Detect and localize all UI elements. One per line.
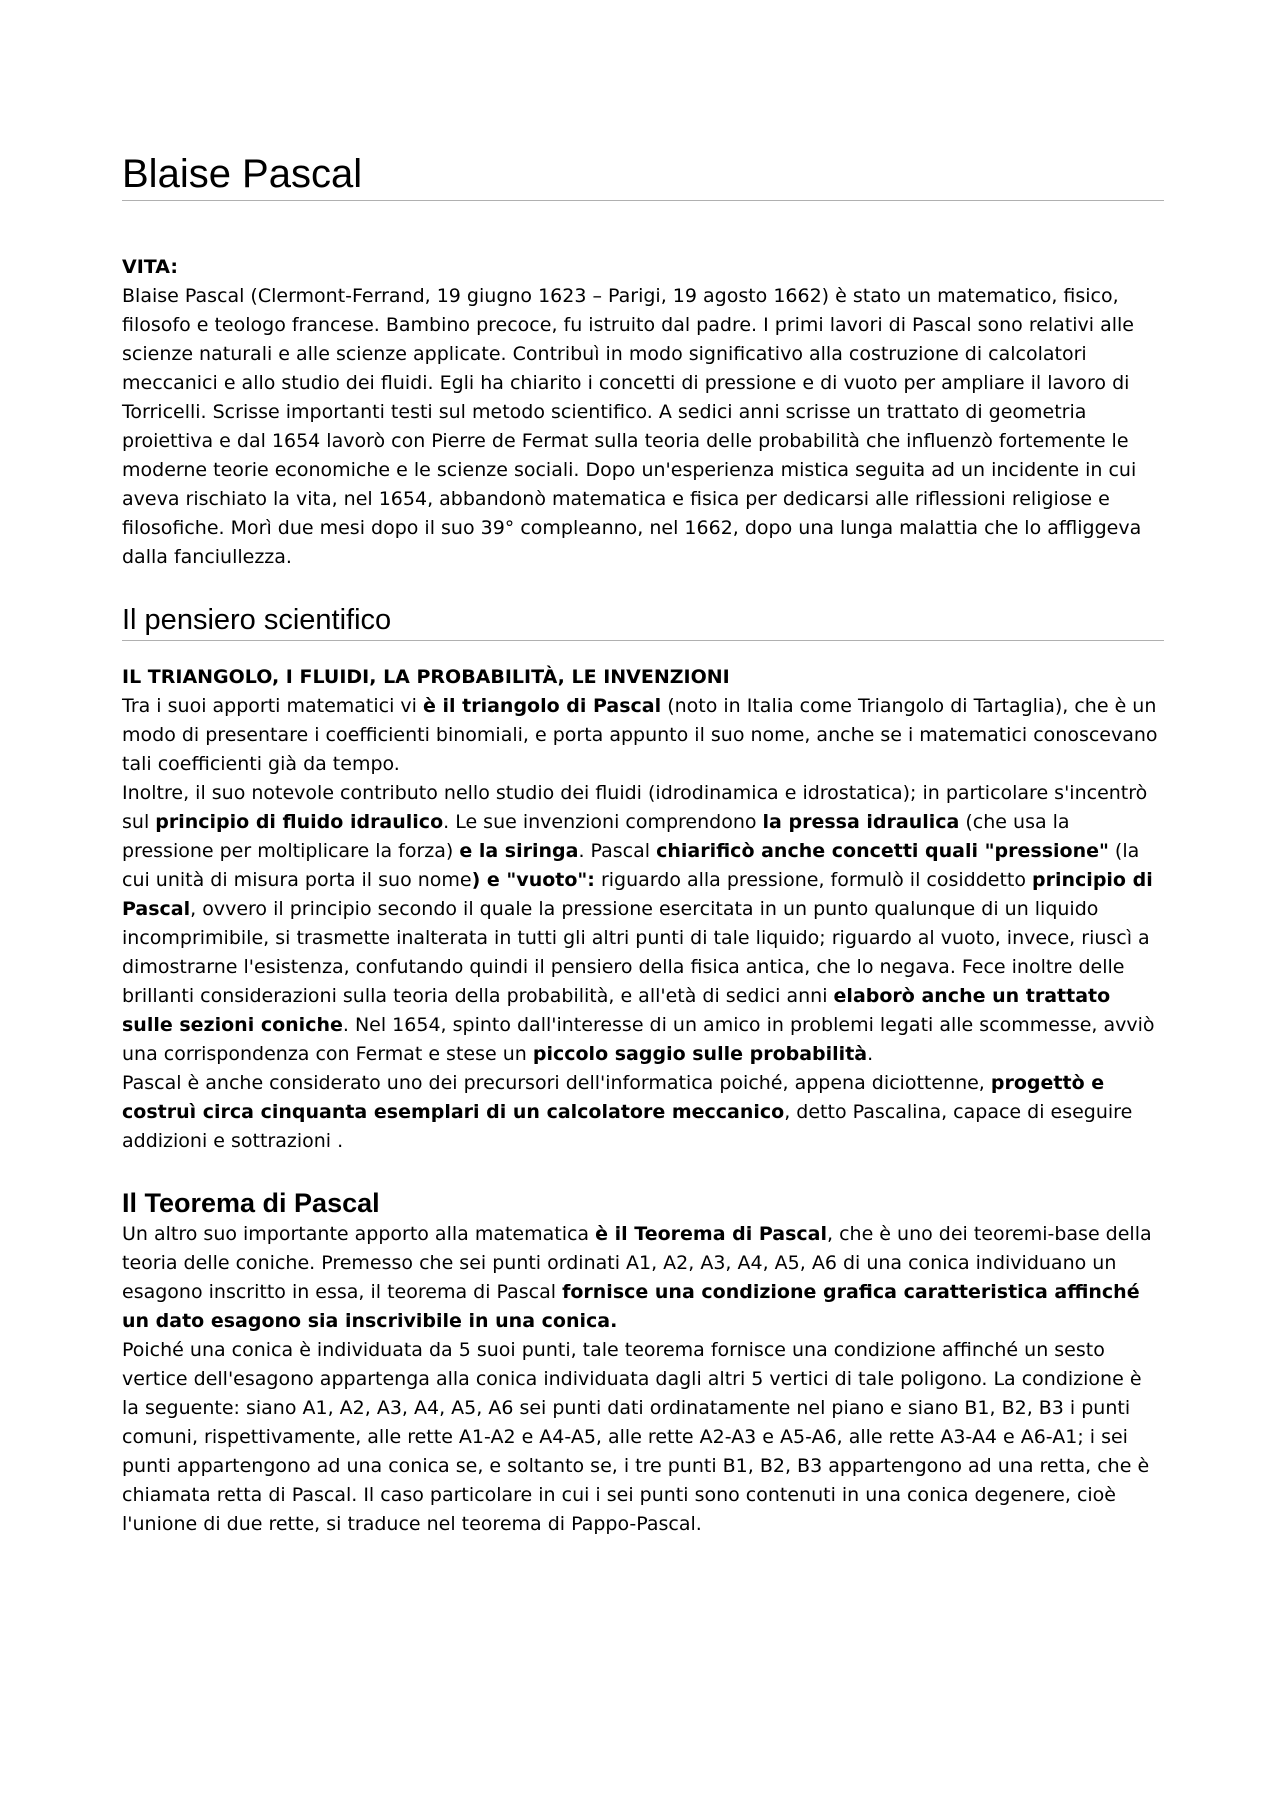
text-run: Un altro suo importante apporto alla matematica: [122, 1223, 596, 1245]
pensiero-subheading: IL TRIANGOLO, I FLUIDI, LA PROBABILITÀ, LE INVENZIONI: [122, 666, 730, 688]
bold-run: chiarificò anche concetti quali "pressione": [656, 840, 1109, 862]
pensiero-heading: Il pensiero scientifico: [122, 602, 1164, 641]
bold-run: e la siringa: [459, 840, 579, 862]
text-run: . Pascal: [578, 840, 657, 862]
pensiero-section: [122, 602, 1164, 1156]
vita-label: VITA:: [122, 256, 178, 278]
teorema-condition-paragraph: Poiché una conica è individuata da 5 suoi punti, tale teorema fornisce una condizione affinché un sesto vertice dell'esagono appartenga alla conica individuata dagli altri 5 vertici di tale poligono. La condizione è la seguente: siano A1, A2, A3, A4, A5, A6 sei punti dati ordinatamente nel piano e siano B1, B2, B3 i punti comuni, rispettivamente, alle rette A1-A2 e A4-A5, alle rette A2-A3 e A5-A6, alle rette A3-A4 e A6-A1; i sei punti appartengono ad una conica se, e soltanto se, i tre punti B1, B2, B3 appartengono ad una retta, che è chiamata retta di Pascal. Il caso particolare in cui i sei punti sono contenuti in una conica degenere, cioè l'unione di due rette, si traduce nel teorema di Pappo-Pascal.: [122, 1339, 1150, 1535]
text-run: riguardo alla pressione, formulò il cosiddetto: [594, 869, 1033, 891]
teorema-section: [122, 1186, 1164, 1539]
teorema-heading: Il Teorema di Pascal: [122, 1188, 380, 1218]
text-run: . Nel 1654, spinto dall'interesse di un amico in problemi legati alle scommesse, avviò una corrispondenza con Fermat e stese un: [122, 1014, 1155, 1065]
text-run: , detto Pascalina, capace di eseguire addizioni e sottrazioni .: [122, 1101, 1133, 1152]
text-run: (che usa la pressione per moltiplicare la forza): [122, 811, 1070, 862]
fluidi-paragraph: [122, 779, 1164, 1069]
vita-section: [122, 253, 1164, 572]
text-run: Tra i suoi apporti matematici vi: [122, 695, 423, 717]
document-page: [122, 150, 1164, 1539]
vita-paragraph: Blaise Pascal (Clermont-Ferrand, 19 giugno 1623 – Parigi, 19 agosto 1662) è stato un matematico, fisico, filosofo e teologo francese. Bambino precoce, fu istruito dal padre. I primi lavori di Pascal sono relativi alle scienze naturali e alle scienze applicate. Contribuì in modo significativo alla costruzione di calcolatori meccanici e allo studio dei fluidi. Egli ha chiarito i concetti di pressione e di vuoto per ampliare il lavoro di Torricelli. Scrisse importanti testi sul metodo scientifico. A sedici anni scrisse un trattato di geometria proiettiva e dal 1654 lavorò con Pierre de Fermat sulla teoria delle probabilità che influenzò fortemente le moderne teorie economiche e le scienze sociali. Dopo un'esperienza mistica seguita ad un incidente in cui aveva rischiato la vita, nel 1654, abbandonò matematica e fisica per dedicarsi alle riflessioni religiose e filosofiche. Morì due mesi dopo il suo 39° compleanno, nel 1662, dopo una lunga malattia che lo affliggeva dalla fanciullezza.: [122, 285, 1142, 568]
text-run: , che è uno dei teoremi-base della teoria delle coniche. Premesso che sei punti ordinati A1, A2, A3, A4, A5, A6 di una conica individuano un esagono inscritto in essa, il teorema di Pascal: [122, 1223, 1152, 1303]
bold-run: principio di fluido idraulico: [155, 811, 444, 833]
bold-run: la pressa idraulica: [762, 811, 960, 833]
text-run: . Le sue invenzioni comprendono: [443, 811, 763, 833]
text-run: (la cui unità di misura porta il suo nome: [122, 840, 1140, 891]
bold-run: fornisce una condizione grafica caratteristica affinché un dato esagono sia inscrivibile in una conica.: [122, 1281, 1140, 1332]
teorema-paragraph: [122, 1220, 1164, 1336]
page-title: Blaise Pascal: [122, 150, 1164, 201]
text-run: (noto in Italia come Triangolo di Tartaglia), che è un modo di presentare i coefficienti binomiali, e porta appunto il suo nome, anche se i matematici conoscevano tali coefficienti già da tempo.: [122, 695, 1158, 775]
bold-run: ) e "vuoto":: [471, 869, 595, 891]
bold-run: piccolo saggio sulle probabilità: [532, 1043, 868, 1065]
text-run: , ovvero il principio secondo il quale la pressione esercitata in un punto qualunque di un liquido incomprimibile, si trasmette inalterata in tutti gli altri punti di tale liquido; riguardo al vuoto, invece, riuscì a dimostrarne l'esistenza, confutando quindi il pensiero della fisica antica, che lo negava. Fece inoltre delle brillanti considerazioni sulla teoria della probabilità, e all'età di sedici anni: [122, 898, 1150, 1007]
text-run: Pascal è anche considerato uno dei precursori dell'informatica poiché, appena diciottenne,: [122, 1072, 991, 1094]
bold-run: elaborò anche un trattato sulle sezioni coniche: [122, 985, 1111, 1036]
bold-run: principio di Pascal: [122, 869, 1153, 920]
triangolo-paragraph: [122, 692, 1164, 779]
text-run: .: [867, 1043, 874, 1065]
bold-run: è il Teorema di Pascal: [595, 1223, 828, 1245]
text-run: Inoltre, il suo notevole contributo nello studio dei fluidi (idrodinamica e idrostatica); in particolare s'incentrò sul: [122, 782, 1148, 833]
pascalina-paragraph: [122, 1069, 1164, 1156]
bold-run: è il triangolo di Pascal: [422, 695, 662, 717]
bold-run: progettò e costruì circa cinquanta esemplari di un calcolatore meccanico: [122, 1072, 1105, 1123]
